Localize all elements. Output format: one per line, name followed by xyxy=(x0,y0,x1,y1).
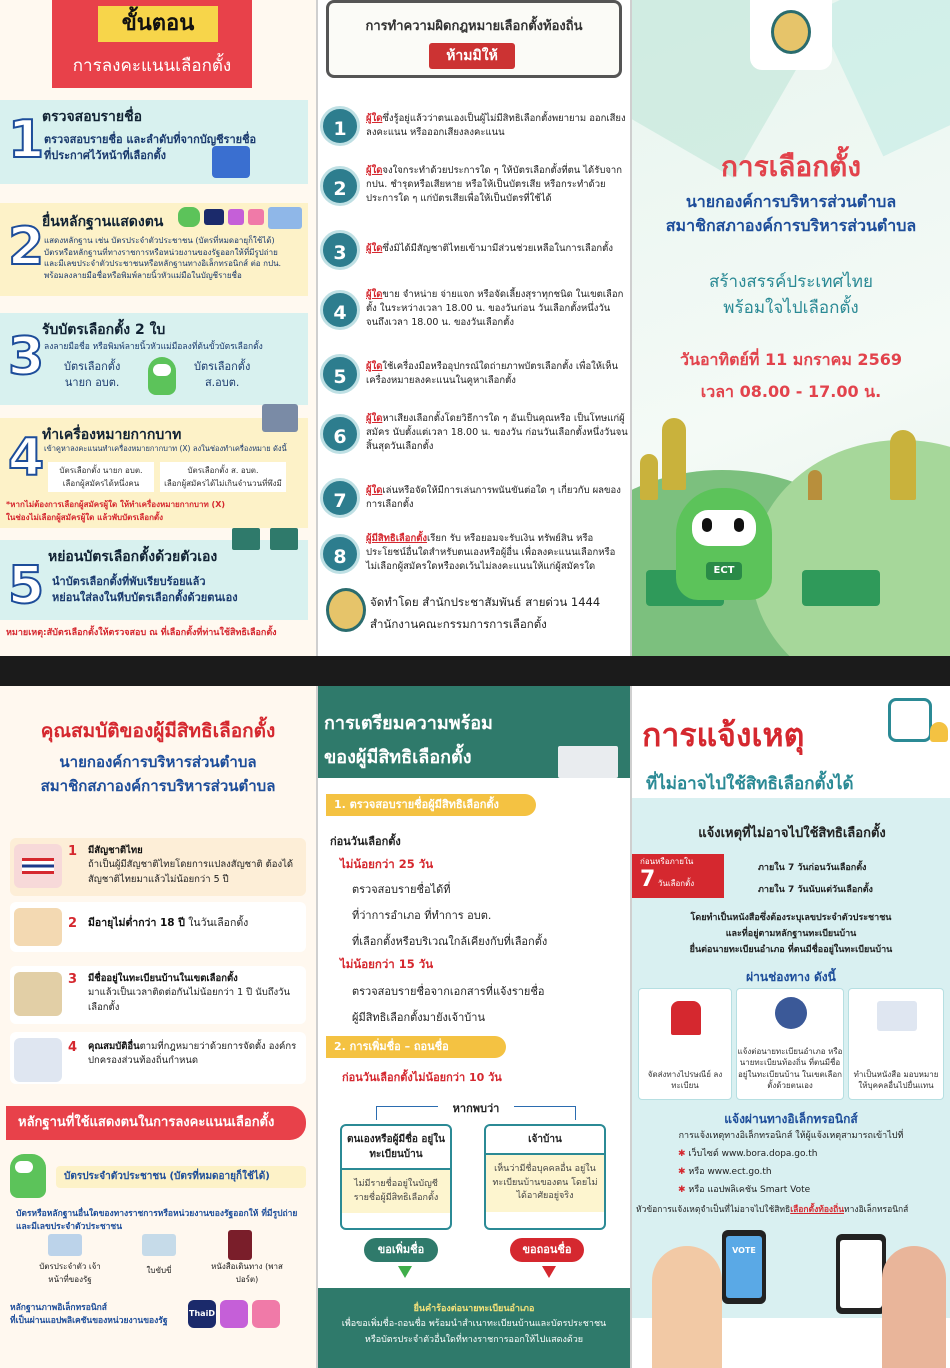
page-gap xyxy=(0,656,950,686)
report-title: การแจ้งเหตุ xyxy=(642,716,805,754)
qual-item xyxy=(10,966,306,1024)
online-desc: การแจ้งเหตุทางอิเล็กทรอนิกส์ ให้ผู้แจ้งเหตุสามารถเข้าไปที่ xyxy=(678,1131,904,1141)
rule-text: ผู้ใดเล่นหรือจัดให้มีการเล่นการพนันขันต่อใด ๆ เกี่ยวกับ ผลของการเลือกตั้ง xyxy=(366,485,621,510)
driver-license-icon xyxy=(142,1234,176,1256)
rule-number: 5 xyxy=(320,354,360,394)
report-doc-line: ยื่นต่อนายทะเบียนอำเภอ ที่ตนมีชื่ออยู่ในทะเบียนบ้าน xyxy=(689,945,893,955)
mini-ballot-left: บัตรเลือกตั้ง นายก อบต. เลือกผู้สมัครได้หนึ่งคน xyxy=(48,462,154,492)
report-doc-line: และที่อยู่ตามหลักฐานทะเบียนบ้าน xyxy=(725,929,857,939)
rule-item xyxy=(318,410,630,462)
other-docs-text: บัตรหรือหลักฐานอื่นใดของทางราชการหรือหน่วยงานของรัฐออกให้ ที่มีรูปถ่ายและมีเลขประจำตัวประชาชน xyxy=(16,1209,298,1232)
qual-number: 3 xyxy=(68,972,78,987)
rule-item xyxy=(318,350,630,402)
report-doc-line: โดยทำเป็นหนังสือซึ่งต้องระบุเลขประจำตัวประชาชน xyxy=(690,913,892,923)
hill-shape xyxy=(752,440,950,656)
rule-number: 2 xyxy=(320,166,360,206)
rule-number: 4 xyxy=(320,290,360,330)
house-icon xyxy=(14,972,62,1016)
online-item[interactable]: ✱ เว็บไซต์ www.bora.dopa.go.th xyxy=(678,1149,818,1159)
rule-item xyxy=(318,474,630,526)
brochure-inside xyxy=(0,686,950,1368)
voting-booth-icon xyxy=(262,404,298,432)
voter-list-icon xyxy=(212,146,250,178)
mascot-icon xyxy=(10,1154,46,1198)
step-3 xyxy=(0,313,308,405)
rule-text: ผู้มีสิทธิเลือกตั้งเรียก รับ หรือยอมจะรับเงิน ทรัพย์สิน หรือ ประโยชน์อื่นใดสำหรับตนเองหรือผู้อื่น เพื่อลงคะแนนเลือกหรือ ไม่เลือกผู้สมัครใดหรืองดเว้นไม่ลงคะแนนให้แก่ผู้สมัครใด xyxy=(366,533,616,572)
step-title: ยื่นหลักฐานแสดงตน xyxy=(42,214,164,230)
seal-box xyxy=(750,0,832,70)
report-section-title: แจ้งเหตุที่ไม่อาจไปใช้สิทธิเลือกตั้ง xyxy=(698,826,886,841)
step-2 xyxy=(0,203,308,296)
app-icon xyxy=(252,1300,280,1328)
prohibitions-footer xyxy=(318,580,630,640)
step-1 xyxy=(0,100,308,184)
online-title: แจ้งผ่านทางอิเล็กทรอนิกส์ xyxy=(724,1112,858,1126)
rule-text: ผู้ใดซึ่งมิได้มีสัญชาติไทยเข้ามามีส่วนช่วยเหลือในการเลือกตั้ง xyxy=(366,243,613,254)
qual-number: 1 xyxy=(68,844,78,859)
footer-line: จัดทำโดย สำนักประชาสัมพันธ์ สายด่วน 1444 xyxy=(370,595,601,609)
election-time: เวลา 08.00 - 17.00 น. xyxy=(700,382,882,401)
qual-number: 2 xyxy=(68,916,78,931)
step-title: รับบัตรเลือกตั้ง 2 ใบ xyxy=(42,322,166,338)
ballot-box-icon xyxy=(270,528,298,550)
doc-label: หนังสือเดินทาง (พาสปอร์ต) xyxy=(211,1262,283,1284)
woman-image xyxy=(882,1246,946,1368)
preparation-title: ของผู้มีสิทธิเลือกตั้ง xyxy=(324,747,472,768)
officer-icon xyxy=(775,997,807,1029)
deadline-15: ไม่น้อยกว่า 15 วัน xyxy=(340,957,434,971)
rule-item xyxy=(318,102,630,154)
check-line: ที่ว่าการอำเภอ ที่ทำการ อบต. xyxy=(352,909,492,922)
deadline-after: ภายใน 7 วันนับแต่วันเลือกตั้ง xyxy=(758,885,873,895)
if-found-label: หากพบว่า xyxy=(438,1099,514,1117)
chat-bubble-icon xyxy=(888,698,932,742)
deadline-10: ก่อนวันเลือกตั้งไม่น้อยกว่า 10 วัน xyxy=(342,1071,502,1084)
rule-item xyxy=(318,162,630,214)
election-date: วันอาทิตย์ที่ 11 มกราคม 2569 xyxy=(680,350,902,369)
section-pill: 1. ตรวจสอบรายชื่อผู้มีสิทธิเลือกตั้ง xyxy=(326,794,536,816)
channel-registrar[interactable]: แจ้งต่อนายทะเบียนอำเภอ หรือนายทะเบียนท้องถิ่น ที่ตนมีชื่ออยู่ในทะเบียนบ้าน ในเขตเลือกตั้งด้วยตนเอง xyxy=(736,988,844,1100)
report-subtitle: ที่ไม่อาจไปใช้สิทธิเลือกตั้งได้ xyxy=(646,774,854,794)
deadline-before: ภายใน 7 วันก่อนวันเลือกตั้ง xyxy=(758,863,867,873)
check-line: ตรวจสอบรายชื่อจากเอกสารที่แจ้งรายชื่อ xyxy=(352,985,545,998)
qual-subtitle: นายกองค์การบริหารส่วนตำบล xyxy=(59,753,257,771)
phone-screen-label: VOTE xyxy=(726,1236,762,1298)
ballot-drop-icon xyxy=(558,746,618,778)
app-icon xyxy=(220,1300,248,1328)
cover-subtitle: นายกองค์การบริหารส่วนตำบล xyxy=(685,192,897,211)
banner-tag: ห้ามมิให้ xyxy=(429,43,515,69)
tree-icon xyxy=(640,454,658,500)
rule-text: ผู้ใดขาย จำหน่าย จ่ายแจก หรือจัดเลี้ยงสุราทุกชนิด ในเขตเลือกตั้ง ในระหว่างเวลา 18.00 น. ของวันก่อน วันเลือกตั้งหนึ่งวัน จนถึงเวลา 18.00 น. ของวันเลือกตั้ง xyxy=(366,289,624,328)
report-panel xyxy=(632,686,950,1368)
deadline-25: ไม่น้อยกว่า 25 วัน xyxy=(340,857,434,871)
tree-icon xyxy=(890,430,916,500)
qual-item xyxy=(10,902,306,952)
qual-item xyxy=(10,838,306,896)
rule-text: ผู้ใดใช้เครื่องมือหรืออุปกรณ์ใดถ่ายภาพบัตรเลือกตั้ง เพื่อให้เห็นเครื่องหมายลงคะแนนในคูหาเลือกตั้ง xyxy=(366,361,619,386)
before-label: ก่อนวันเลือกตั้ง xyxy=(330,835,401,848)
steps-header-title: ขั้นตอน xyxy=(98,6,218,42)
step-title: ทำเครื่องหมายกากบาท xyxy=(42,427,182,443)
ballot-box-icon xyxy=(232,528,260,550)
banner-title: การทำความผิดกฎหมายเลือกตั้งท้องถิ่น xyxy=(365,19,583,34)
doc-label: บัตรประจำตัว เจ้าหน้าที่ของรัฐ xyxy=(39,1262,101,1284)
check-line: ที่เลือกตั้งหรือบริเวณใกล้เคียงกับที่เลือกตั้ง xyxy=(352,935,548,948)
rule-text: ผู้ใดหาเสียงเลือกตั้งโดยวิธีการใด ๆ อันเป็นคุณหรือ เป็นโทษแก่ผู้สมัคร นับตั้งแต่เวลา 18.00 น. ของวัน ก่อนวันเลือกตั้งหนึ่งวันจนสิ้นสุดวันเลือกตั้ง xyxy=(366,413,628,452)
couple-icon xyxy=(14,908,62,946)
rule-number: 1 xyxy=(320,106,360,146)
online-item[interactable]: ✱ หรือ แอปพลิเคชัน Smart Vote xyxy=(678,1185,811,1195)
ect-mascot xyxy=(676,488,772,600)
qual-text: คุณสมบัติอื่นตามที่กฎหมายว่าด้วยการจัดตั้ง องค์กรปกครองส่วนท้องถิ่นกำหนด xyxy=(88,1041,297,1067)
section-pill: 2. การเพิ่มชื่อ – ถอนชื่อ xyxy=(326,1036,506,1058)
ballot-nayok: บัตรเลือกตั้ง นายก อบต. xyxy=(64,360,121,389)
phone-icon xyxy=(722,1230,766,1304)
step-number: 1 xyxy=(8,110,45,170)
bell-icon xyxy=(930,722,948,742)
remove-name-button[interactable]: ขอถอนชื่อ xyxy=(510,1238,584,1262)
rule-number: 7 xyxy=(320,478,360,518)
passport-icon xyxy=(228,1230,252,1260)
channels-title: ผ่านช่องทาง ดังนี้ xyxy=(746,970,836,984)
mailbox-icon xyxy=(671,1001,701,1035)
temple-icon xyxy=(808,470,822,500)
step-text: แสดงหลักฐาน เช่น บัตรประจำตัวประชาชน (บัตรที่หมดอายุก็ใช้ได้) บัตรหรือหลักฐานที่ทางราชการหรือหน่วยงานของรัฐออกให้ที่มีรูปถ่าย และมีเลขประจำตัวประชาชนหรือหลักฐานทางอิเล็กทรอนิกส์ ต่อ กปน. พร้อมลงลายมือชื่อหรือพิมพ์ลายนิ้วหัวแม่มือในบัญชีรายชื่อ xyxy=(44,236,282,280)
ect-seal-icon xyxy=(326,588,366,632)
qual-text: มีชื่ออยู่ในทะเบียนบ้านในเขตเลือกตั้ง มาแล้วเป็นเวลาติดต่อกันไม่น้อยกว่า 1 ปี นับถึงวันเลือกตั้ง xyxy=(88,973,290,1013)
phone-icon xyxy=(836,1234,886,1314)
arrow-down-icon xyxy=(542,1266,556,1278)
channel-delegate[interactable]: ทำเป็นหนังสือ มอบหมาย ให้บุคคลอื่นไปยื่นแทน xyxy=(848,988,944,1100)
document-icon xyxy=(877,1001,917,1031)
rule-item xyxy=(318,226,630,278)
qual-subtitle: สมาชิกสภาองค์การบริหารส่วนตำบล xyxy=(40,777,276,795)
mascot-badge: ECT xyxy=(706,562,742,580)
cover-slogan: พร้อมใจไปเลือกตั้ง xyxy=(723,298,859,318)
ballot-note: หมายเหตุ:สับัตรเลือกตั้งให้ตรวจสอบ ณ ที่เลือกตั้งที่ท่านใช้สิทธิเลือกตั้ง xyxy=(6,628,277,638)
ballot-member: บัตรเลือกตั้ง ส.อบต. xyxy=(194,360,251,389)
rule-item xyxy=(318,530,630,582)
step-text: ตรวจสอบรายชื่อ และลำดับที่จากบัญชีรายชื่อ ที่ประกาศไว้หน้าที่เลือกตั้ง xyxy=(44,133,257,162)
doc-label: ใบขับขี่ xyxy=(146,1266,172,1275)
steps-header-subtitle: การลงคะแนนเลือกตั้ง xyxy=(72,56,232,76)
footer-line: สำนักงานคณะกรรมการการเลือกตั้ง xyxy=(370,617,547,631)
rule-text: ผู้ใดซึ่งรู้อยู่แล้วว่าตนเองเป็นผู้ไม่มีสิทธิเลือกตั้งพยายาม ออกเสียงลงคะแนน หรือออกเสียงลงคะแนน xyxy=(366,113,626,138)
ballot-box-icon xyxy=(802,570,880,606)
qual-text: มีอายุไม่ต่ำกว่า 18 ปี ในวันเลือกตั้ง xyxy=(88,917,249,929)
rule-text: ผู้ใดจงใจกระทำด้วยประการใด ๆ ให้บัตรเลือกตั้งที่ตน ได้รับจาก กปน. ชำรุดหรือเสียหาย หรือให้เป็นบัตรเสีย หรือกระทำด้วยประการใด ๆ แก่บัตรเสียเพื่อให้เป็นบัตรที่ใช้ได้ xyxy=(366,165,622,204)
step-number: 5 xyxy=(8,556,45,616)
preparation-header xyxy=(318,686,630,778)
preparation-title: การเตรียมความพร้อม xyxy=(324,713,493,734)
prohibitions-banner xyxy=(326,0,622,78)
self-missing-box: ตนเองหรือผู้มีชื่อ อยู่ในทะเบียนบ้าน ไม่มีรายชื่ออยู่ในบัญชี รายชื่อผู้มีสิทธิเลือกตั้ง xyxy=(340,1124,452,1230)
seven-day-badge: ก่อนหรือภายใน 7 วันเลือกตั้ง xyxy=(632,854,724,898)
preparation-panel xyxy=(318,686,630,1368)
arrow-down-icon xyxy=(398,1266,412,1278)
brochure-outside xyxy=(0,0,950,656)
tree-icon xyxy=(662,418,686,490)
cover-panel xyxy=(632,0,950,656)
add-name-button[interactable]: ขอเพิ่มชื่อ xyxy=(364,1238,438,1262)
step-number: 4 xyxy=(8,428,45,488)
check-line: ผู้มีสิทธิเลือกตั้งมายังเจ้าบ้าน xyxy=(352,1011,485,1024)
step-text: ลงลายมือชื่อ หรือพิมพ์ลายนิ้วหัวแม่มือลงที่ต้นขั้วบัตรเลือกตั้ง xyxy=(44,342,263,352)
rule-number: 3 xyxy=(320,230,360,270)
preparation-footer: ยื่นคำร้องต่อนายทะเบียนอำเภอ เพื่อขอเพิ่มชื่อ-ถอนชื่อ พร้อมนำสำเนาทะเบียนบ้านและบัตรประชาชน หรือบัตรประจำตัวอื่นใดที่ทางราชการออกให้ไปแสดงด้วย xyxy=(318,1288,630,1368)
ect-seal-icon xyxy=(771,10,811,54)
qualifications-panel xyxy=(0,686,316,1368)
step-4 xyxy=(0,418,308,528)
online-note: หัวข้อการแจ้งเหตุจำเป็นที่ไม่อาจไปใช้สิทธิเลือกตั้งท้องถิ่นทางอิเล็กทรอนิกส์ xyxy=(636,1205,909,1215)
step-text: นำบัตรเลือกตั้งที่พับเรียบร้อยแล้ว หย่อนใส่ลงในหีบบัตรเลือกตั้งด้วยตนเอง xyxy=(52,575,238,604)
step-number: 3 xyxy=(8,327,45,387)
check-line: ตรวจสอบรายชื่อได้ที่ xyxy=(352,883,451,896)
cover-slogan: สร้างสรรค์ประเทศไทย xyxy=(709,272,873,292)
qual-title: คุณสมบัติของผู้มีสิทธิเลือกตั้ง xyxy=(40,720,276,742)
mascot-icon xyxy=(148,357,176,395)
digital-evidence-text: หลักฐานภาพอิเล็กทรอนิกส์ ที่เป็นผ่านแอปพลิเคชันของหน่วยงานของรัฐ xyxy=(10,1303,168,1326)
thai-flag-icon xyxy=(14,844,62,888)
rule-number: 8 xyxy=(320,534,360,574)
law-book-icon xyxy=(14,1038,62,1082)
online-item[interactable]: ✱ หรือ www.ect.go.th xyxy=(678,1167,772,1177)
prohibitions-panel xyxy=(318,0,630,656)
cover-subtitle: สมาชิกสภาองค์การบริหารส่วนตำบล xyxy=(665,216,917,235)
voting-steps-panel xyxy=(0,0,316,656)
step-title: ตรวจสอบรายชื่อ xyxy=(42,109,143,125)
step-title: หย่อนบัตรเลือกตั้งด้วยตัวเอง xyxy=(48,549,218,565)
officer-card-icon xyxy=(48,1234,82,1256)
id-card-icons xyxy=(178,205,306,231)
rule-number: 6 xyxy=(320,414,360,454)
evidence-header: หลักฐานที่ใช้แสดงตนในการลงคะแนนเลือกตั้ง xyxy=(6,1106,306,1140)
qual-number: 4 xyxy=(68,1040,78,1055)
house-owner-box: เจ้าบ้าน เห็นว่ามีชื่อบุคคลอื่น อยู่ในทะเบียนบ้านของตน โดยไม่ได้อาศัยอยู่จริง xyxy=(484,1124,606,1230)
rule-item xyxy=(318,286,630,338)
cover-title: การเลือกตั้ง xyxy=(720,150,862,183)
idcard-item: บัตรประจำตัวประชาชน (บัตรที่หมดอายุก็ใช้ได้) xyxy=(56,1166,306,1188)
step-text: เข้าคูหาลงคะแนนทำเครื่องหมายกากบาท (X) ลงในช่องทำเครื่องหมาย ดังนี้ xyxy=(44,444,287,453)
qual-text: มีสัญชาติไทย ถ้าเป็นผู้มีสัญชาติไทยโดยการแปลงสัญชาติ ต้องได้สัญชาติไทยมาแล้วไม่น้อยกว่า 5 ปี xyxy=(88,845,294,885)
thaid-app-icon: ThaiD xyxy=(188,1300,216,1328)
qual-item xyxy=(10,1032,306,1084)
step-5 xyxy=(0,540,308,620)
mini-ballot-right: บัตรเลือกตั้ง ส. อบต. เลือกผู้สมัครได้ไม่เกินจำนวนที่พึงมี xyxy=(160,462,286,492)
step-warning: *หากไม่ต้องการเลือกผู้สมัครผู้ใด ให้ทำเครื่องหมายกากบาท (X) ในช่องไม่เลือกผู้สมัครผู้ใด แล้วพับบัตรเลือกตั้ง xyxy=(6,500,226,522)
woman-with-phone-image xyxy=(652,1246,722,1368)
channel-post[interactable]: จัดส่งทางไปรษณีย์ ลงทะเบียน xyxy=(638,988,732,1100)
step-number: 2 xyxy=(8,217,45,277)
